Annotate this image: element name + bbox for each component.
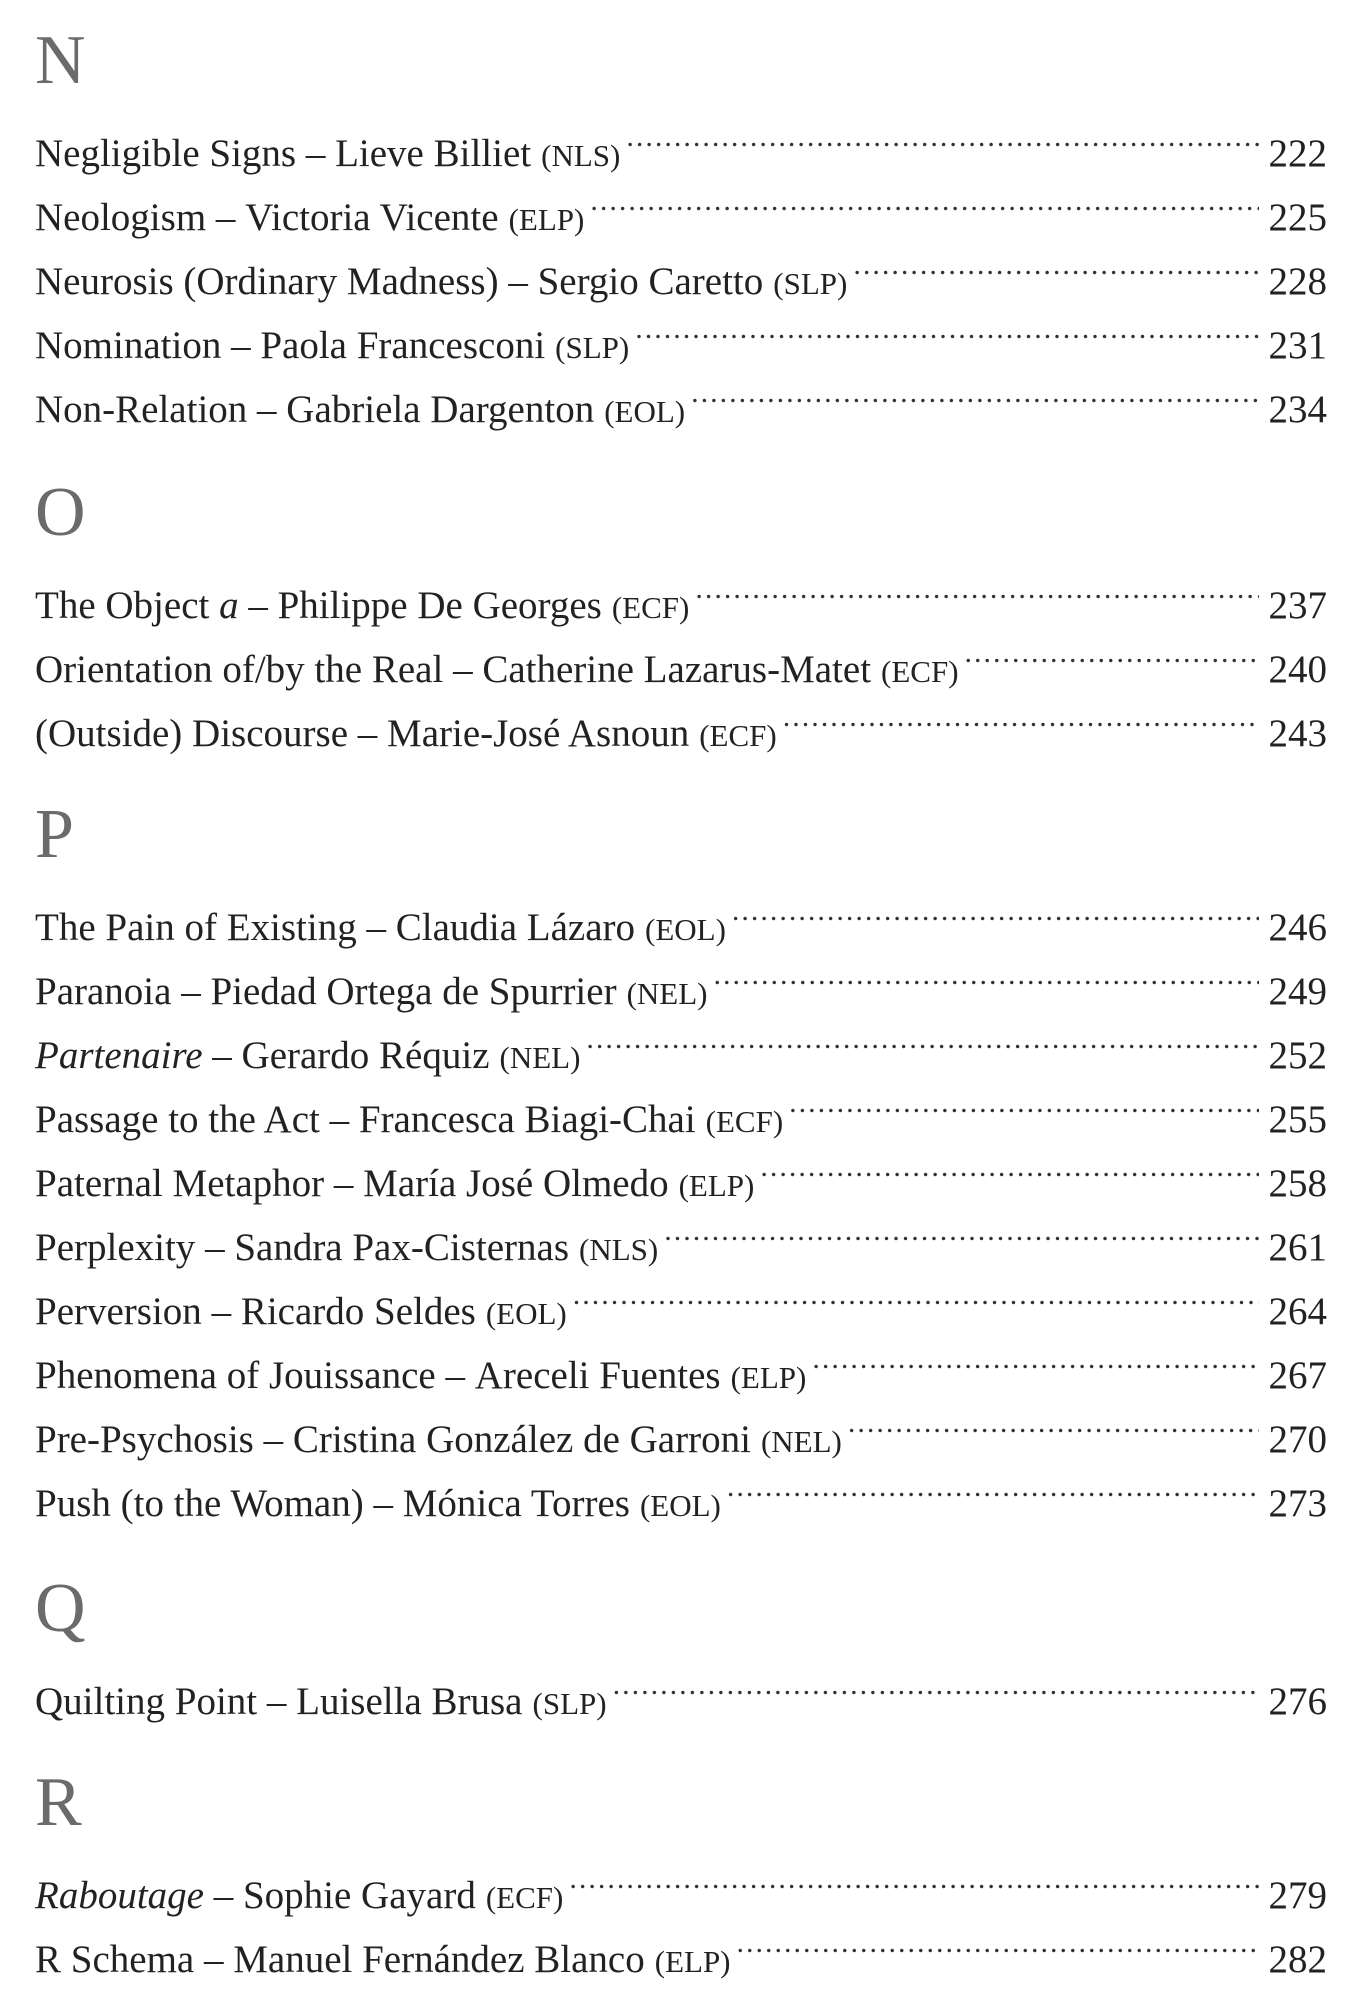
entry-separator: – [202,1034,242,1077]
entry-author: Gabriela Dargenton [286,388,595,431]
entry-separator: – [238,584,278,627]
section-letter: Q [35,1570,86,1647]
entry-author: Marie-José Asnoun [387,712,690,755]
section-n [35,22,1327,431]
entry-separator: – [324,1162,364,1205]
dot-leader [691,358,1259,422]
entry-page-number: 267 [1268,1354,1327,1397]
dot-leader [848,1388,1259,1452]
entry-school: (SLP) [532,1686,607,1721]
entry-separator: – [203,1874,243,1917]
section-r [35,1764,1327,1981]
entry-title: (Outside) Discourse [35,712,349,755]
entry-school: (ELP) [654,1944,731,1979]
dot-leader [737,1908,1259,1972]
entry-author: Claudia Lázaro [395,906,636,949]
entry-author: Ricardo Seldes [240,1290,476,1333]
entry-school: (NEL) [626,976,708,1011]
entry-school: (ELP) [508,202,585,237]
entry-author: Mónica Torres [402,1482,630,1525]
entry-author: Areceli Fuentes [474,1354,721,1397]
entry-title: Neurosis (Ordinary Madness) [35,260,499,303]
entry-author: María José Olmedo [363,1162,669,1205]
entry-page-number: 225 [1268,196,1327,239]
entry-separator: – [348,712,388,755]
entry-school: (NLS) [541,138,621,173]
entry-school: (NEL) [499,1040,581,1075]
dot-leader [695,554,1259,618]
entry-title: Perplexity [35,1226,196,1269]
entry-title: Paternal Metaphor [35,1162,325,1205]
entry-author: Lieve Billiet [335,132,532,175]
section-o [35,474,1327,755]
section-p [35,796,1327,1525]
entry-page-number: 261 [1268,1226,1327,1269]
entry-school: (SLP) [773,266,848,301]
entry-author: Cristina González de Garroni [292,1418,751,1461]
entry-page-number: 246 [1268,906,1327,949]
entry-title: The Object [35,584,220,627]
dot-leader [812,1324,1259,1388]
entry-school: (ECF) [611,590,690,625]
entry-title: Perversion [35,1290,202,1333]
entry-separator: – [356,906,396,949]
dot-leader [713,940,1259,1004]
section-letter: R [35,1764,82,1841]
entry-page-number: 231 [1268,324,1327,367]
entry-page-number: 282 [1268,1938,1327,1981]
entry-title: R Schema [35,1938,195,1981]
entry-separator: – [206,196,246,239]
section-letter: N [35,22,86,99]
entry-author: Piedad Ortega de Spurrier [210,970,617,1013]
toc-entry[interactable] [35,1844,1327,1917]
entry-author: Victoria Vicente [245,196,499,239]
entry-author: Philippe De Georges [277,584,602,627]
entry-title-italic: Partenaire [35,1034,203,1077]
entry-author: Sophie Gayard [242,1874,476,1917]
entry-author: Francesca Biagi-Chai [358,1098,696,1141]
dot-leader [626,102,1259,166]
entry-school: (ECF) [881,654,959,689]
entry-separator: – [363,1482,403,1525]
entry-page-number: 255 [1268,1098,1327,1141]
entry-title: Nomination [35,324,222,367]
entry-school: (NEL) [760,1424,842,1459]
entry-title: Phenomena of Jouissance [35,1354,436,1397]
toc-entry[interactable] [35,554,1327,627]
entry-separator: – [319,1098,359,1141]
dot-leader [783,682,1259,746]
entry-page-number: 222 [1268,132,1327,175]
entry-separator: – [296,132,336,175]
entry-page-number: 264 [1268,1290,1327,1333]
dot-leader [586,1004,1259,1068]
entry-page-number: 252 [1268,1034,1327,1077]
entry-title: Negligible Signs [35,132,297,175]
toc-entry[interactable] [35,876,1327,949]
dot-leader [635,294,1259,358]
entry-separator: – [171,970,211,1013]
toc-entry[interactable] [35,1650,1327,1723]
section-letter: O [35,474,86,551]
entry-school: (NLS) [579,1232,659,1267]
entry-author: Manuel Fernández Blanco [233,1938,645,1981]
entry-page-number: 270 [1268,1418,1327,1461]
entry-school: (ECF) [705,1104,784,1139]
entry-title: Pre-Psychosis [35,1418,254,1461]
entry-school: (EOL) [645,912,726,947]
dot-leader [853,230,1259,294]
entry-title: Quilting Point [35,1680,258,1723]
entry-page-number: 243 [1268,712,1327,755]
entry-separator: – [194,1938,234,1981]
entry-separator: – [435,1354,475,1397]
dot-leader [965,618,1259,682]
entry-separator: – [247,388,287,431]
entry-separator: – [221,324,261,367]
dot-leader [573,1260,1259,1324]
entry-school: (SLP) [555,330,630,365]
entry-separator: – [253,1418,293,1461]
entry-page-number: 228 [1268,260,1327,303]
entry-author: Sergio Caretto [537,260,764,303]
dot-leader [569,1844,1259,1908]
entry-school: (EOL) [485,1296,567,1331]
entry-title: Non-Relation [35,388,248,431]
entry-separator: – [498,260,538,303]
dot-leader [590,166,1259,230]
entry-school: (ECF) [485,1880,564,1915]
entry-title: Paranoia [35,970,172,1013]
dot-leader [760,1132,1259,1196]
section-letter: P [35,796,74,873]
dot-leader [732,876,1259,940]
entry-author: Catherine Lazarus-Matet [482,648,872,691]
entry-school: (ECF) [699,718,777,753]
entry-page-number: 249 [1268,970,1327,1013]
entry-author: Gerardo Réquiz [241,1034,490,1077]
section-q [35,1570,1327,1723]
entry-page-number: 279 [1268,1874,1327,1917]
entry-separator: – [201,1290,241,1333]
entry-title-italic: a [219,584,239,627]
dot-leader [664,1196,1259,1260]
toc-entry[interactable] [35,102,1327,175]
entry-title-italic: Raboutage [35,1874,204,1917]
entry-page-number: 258 [1268,1162,1327,1205]
entry-school: (ELP) [678,1168,755,1203]
entry-separator: – [195,1226,235,1269]
entry-separator: – [257,1680,297,1723]
entry-title: Push (to the Woman) [35,1482,364,1525]
entry-page-number: 237 [1268,584,1327,627]
entry-school: (ELP) [730,1360,807,1395]
entry-title: Neologism [35,196,207,239]
entry-title: Orientation of/by the Real [35,648,444,691]
entry-author: Luisella Brusa [296,1680,523,1723]
entry-page-number: 276 [1268,1680,1327,1723]
entry-school: (EOL) [639,1488,721,1523]
dot-leader [727,1452,1259,1516]
entry-title: Passage to the Act [35,1098,320,1141]
entry-page-number: 240 [1268,648,1327,691]
entry-school: (EOL) [604,394,686,429]
entry-page-number: 234 [1268,388,1327,431]
entry-page-number: 273 [1268,1482,1327,1525]
dot-leader [789,1068,1259,1132]
entry-separator: – [443,648,483,691]
entry-author: Sandra Pax-Cisternas [234,1226,569,1269]
entry-author: Paola Francesconi [260,324,546,367]
entry-title: The Pain of Existing [35,906,357,949]
dot-leader [613,1650,1259,1714]
